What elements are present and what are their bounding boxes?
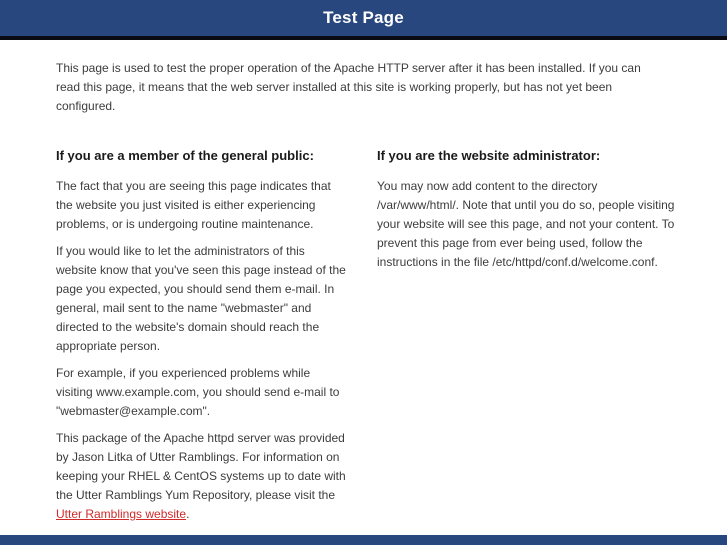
- header-bar: [0, 0, 727, 40]
- page-title: Test Page: [323, 8, 404, 27]
- content-area: [0, 40, 727, 532]
- general-public-section: [56, 148, 347, 532]
- admin-section-heading: If you are the website administrator:: [377, 148, 601, 163]
- public-paragraph-1: The fact that you are seeing this page indicates that the website you just visited is either experiencing problems, or is undergoing routine maintenance.: [56, 179, 331, 231]
- website-administrator-section: [377, 148, 677, 532]
- footer-bar: [0, 535, 727, 545]
- public-paragraph-3: For example, if you experienced problems while visiting www.example.com, you should send e-mail to "webmaster@example.com".: [56, 366, 340, 418]
- two-column-layout: [56, 148, 727, 532]
- public-paragraph-2: If you would like to let the administrators of this website know that you've seen this page instead of the page you expected, you should send them e-mail. In general, mail sent to the name "webmaster" and directed to the website's domain should reach the appropriate person.: [56, 244, 346, 353]
- provider-paragraph-period: .: [186, 507, 190, 521]
- public-section-heading: If you are a member of the general public:: [56, 148, 314, 163]
- utter-ramblings-link[interactable]: Utter Ramblings website: [56, 507, 187, 521]
- intro-paragraph: This page is used to test the proper operation of the Apache HTTP server after it has been installed. If you can read this page, it means that the web server installed at this site is working properly, but has not yet been configured.: [56, 61, 641, 113]
- admin-paragraph: You may now add content to the directory /var/www/html/. Note that until you do so, people visiting your website will see this page, and not your content. To prevent this page from ever being used, follow the instructions in the file /etc/httpd/conf.d/welcome.conf.: [377, 179, 675, 269]
- provider-paragraph: [56, 429, 347, 524]
- provider-paragraph-text: This package of the Apache httpd server was provided by Jason Litka of Utter Ramblings. For information on keeping your RHEL & CentOS systems up to date with the Utter Ramblings Yum Repository, please visit the: [56, 431, 346, 502]
